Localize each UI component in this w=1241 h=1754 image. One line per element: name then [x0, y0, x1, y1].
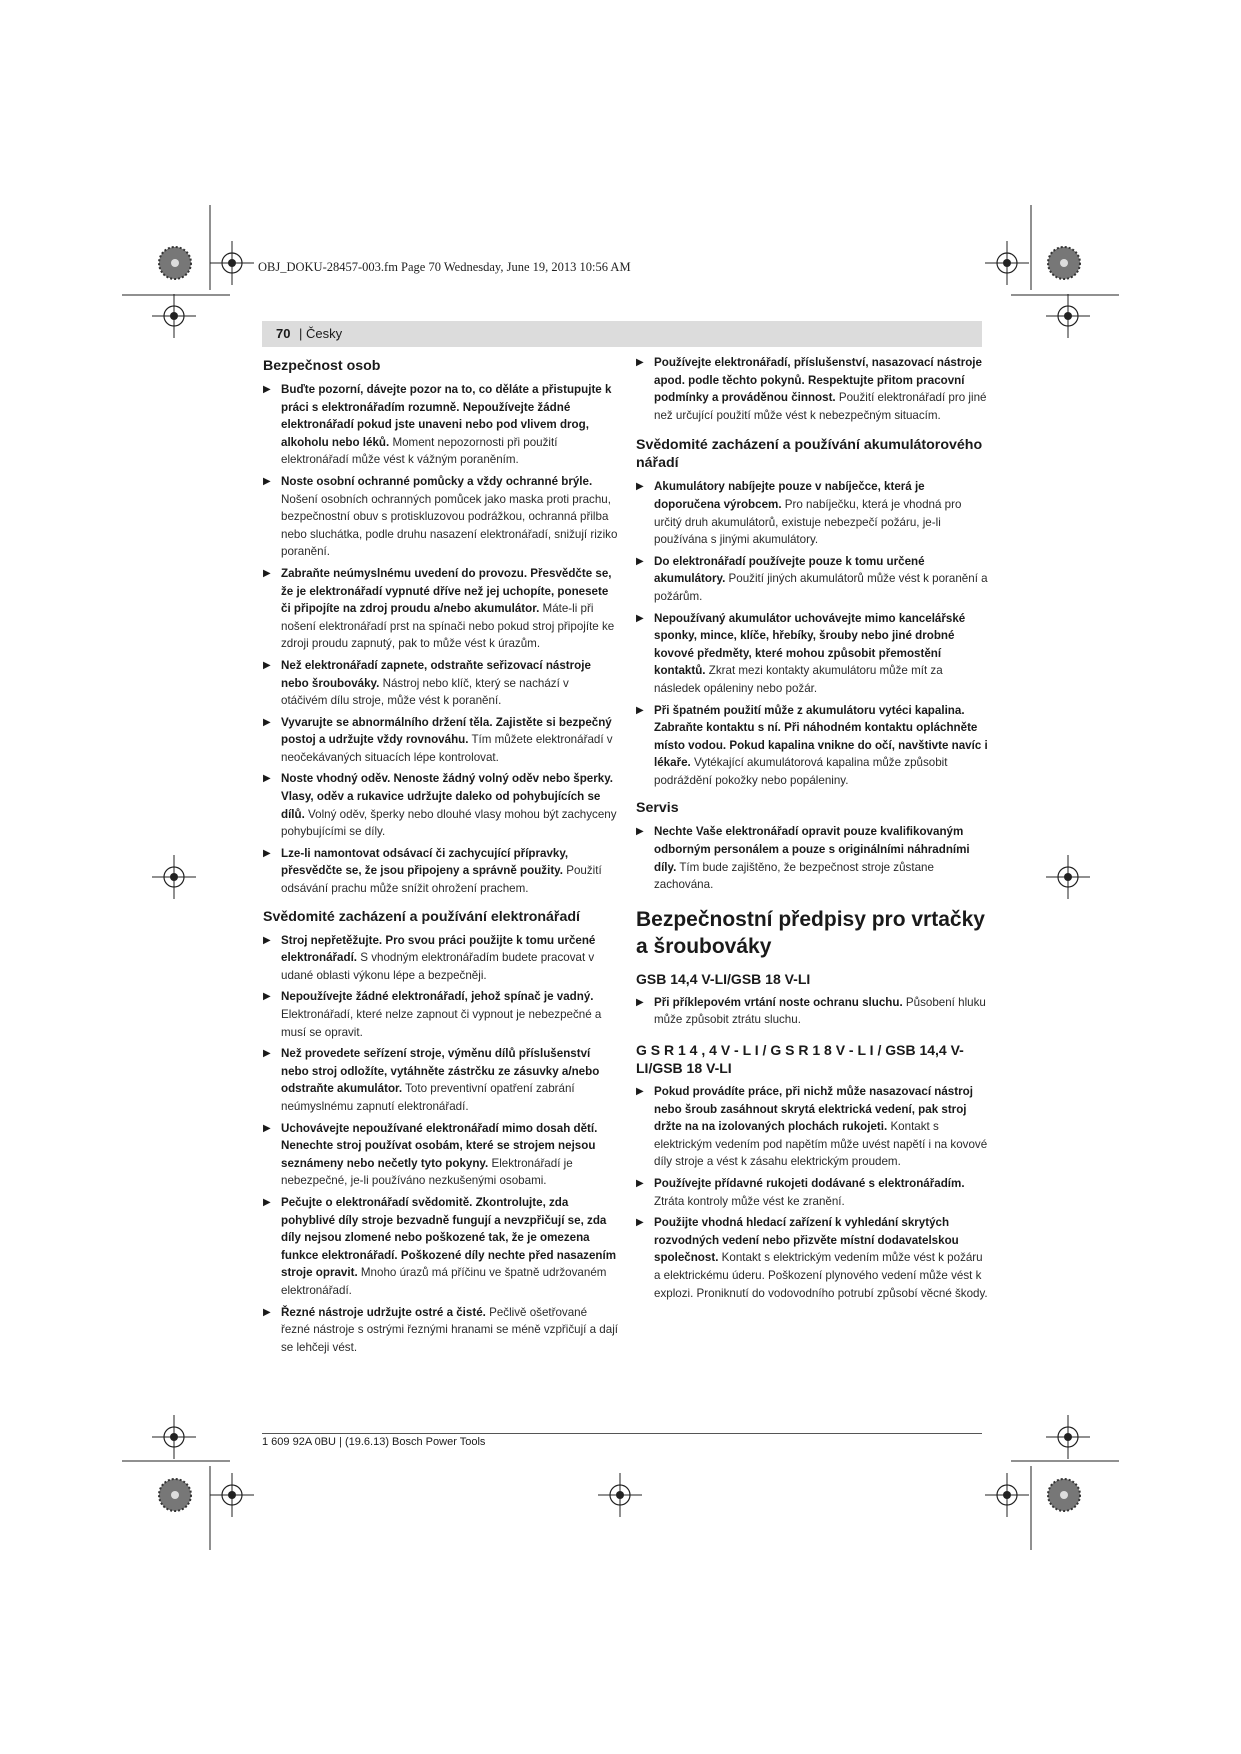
bullet-arrow-icon: ▶ [636, 612, 644, 624]
list [263, 381, 618, 898]
bullet-arrow-icon: ▶ [263, 934, 271, 946]
bullet-arrow-icon: ▶ [636, 357, 644, 368]
list [636, 1083, 991, 1302]
bullet-arrow-icon: ▶ [636, 1086, 644, 1098]
footer-rule [262, 1433, 982, 1434]
bullet-plain-text: Nošení osobních ochranných pomůcek jako maska proti prachu, bezpečnostní obuv s protiskluzovou podrážkou, ochranná přilba nebo sluchátka, podle druhu nasazení elektronářadí, snižují riziko poranění. [281, 492, 618, 559]
list [636, 994, 991, 1029]
left-column [263, 354, 618, 1360]
bullet-arrow-icon: ▶ [636, 481, 644, 493]
bullet-item [263, 770, 618, 840]
bullet-arrow-icon: ▶ [636, 704, 644, 716]
list [636, 823, 991, 893]
bullet-arrow-icon: ▶ [263, 847, 271, 859]
bullet-bold-text: Buďte pozorní, dávejte pozor na to, co děláte a přistupujte k práci s elektronářadím rozumně. Nepoužívejte žádné elektronářadí pokud jste unaveni nebo pod vlivem drog, alkoholu nebo léků. [281, 383, 612, 449]
bullet-bold-text: Používejte přídavné rukojeti dodávané s elektronářadím. [654, 1177, 965, 1190]
bullet-item [263, 381, 618, 469]
bullet-plain-text: Tím můžete elektronářadí v neočekávaných situacích lépe kontrolovat. [281, 733, 613, 764]
list [636, 478, 991, 789]
bullet-item [263, 1194, 618, 1300]
list [636, 354, 991, 424]
bullet-item [263, 1045, 618, 1115]
bullet-item [263, 1120, 618, 1190]
bullet-plain-text: Kontakt s elektrickým vedením pod napětím může uvést napětí i na kovové díly stroje a vést k zásahu elektrickým proudem. [654, 1120, 988, 1169]
bullet-arrow-icon: ▶ [263, 773, 271, 785]
bullet-arrow-icon: ▶ [263, 1122, 271, 1134]
bullet-arrow-icon: ▶ [263, 659, 271, 671]
bullet-plain-text: Máte-li při nošení elektronářadí prst na spínači nebo pokud stroj připojíte ke zdroji proudu zapnutý, pak to může vést k úrazům. [281, 602, 615, 651]
bullet-plain-text: Toto preventivní opatření zabrání neúmyslnému zapnutí elektronářadí. [281, 1082, 575, 1113]
bullet-arrow-icon: ▶ [636, 555, 644, 567]
bullet-bold-text: Noste vhodný oděv. Nenoste žádný volný oděv nebo šperky. Vlasy, oděv a rukavice udržujte daleko od pohybujících se dílů. [281, 772, 614, 821]
bullet-item [636, 1175, 991, 1210]
bullet-item [636, 994, 991, 1029]
bullet-bold-text: Vyvarujte se abnormálního držení těla. Zajistěte si bezpečný postoj a udržujte vždy rovnováhu. [281, 715, 612, 747]
model-subtitle: G S R 1 4 , 4 V - L I / G S R 1 8 V - L I / GSB 14,4 V-LI/GSB 18 V-LI [636, 1042, 964, 1077]
bullet-bold-text: Uchovávejte nepoužívané elektronářadí mimo dosah dětí. Nenechte stroj používat osobám, které se strojem nejsou seznámeny nebo nečetly tyto pokyny. [281, 1121, 598, 1170]
bullet-arrow-icon: ▶ [263, 384, 271, 395]
bullet-plain-text: Pro nabíječku, která je vhodná pro určitý druh akumulátorů, existuje nebezpečí požáru, je-li používána s jinými akumulátory. [654, 497, 962, 547]
bullet-item [636, 1083, 991, 1171]
bullet-plain-text: Použití elektronářadí pro jiné než určující použití může vést k nebezpečným situacím. [654, 391, 987, 422]
bullet-item [636, 553, 991, 606]
bullet-arrow-icon: ▶ [263, 716, 271, 728]
bullet-arrow-icon: ▶ [263, 475, 271, 487]
bullet-plain-text: Použití jiných akumulátorů může vést k poranění a požárům. [654, 572, 988, 603]
bullet-bold-text: Do elektronářadí používejte pouze k tomu určené akumulátory. [654, 554, 925, 586]
bullet-plain-text: Moment nepozornosti při použití elektronářadí může vést k vážným poraněním. [281, 435, 558, 467]
bullet-plain-text: Ztráta kontroly může vést ke zranění. [654, 1194, 845, 1208]
bullet-bold-text: Nepoužívejte žádné elektronářadí, jehož spínač je vadný. [281, 990, 594, 1004]
bullet-bold-text: Zabraňte neúmyslnému uvedení do provozu. Přesvědčte se, že je elektronářadí vypnuté dříve než jej uchopíte, ponesete či připojíte na zdroj proudu a/nebo akumulátor. [281, 566, 612, 616]
bullet-bold-text: Nechte Vaše elektronářadí opravit pouze kvalifikovaným odborným personálem a pouze s originálními náhradními díly. [654, 825, 970, 874]
bullet-arrow-icon: ▶ [263, 567, 271, 579]
bullet-arrow-icon: ▶ [636, 1217, 644, 1229]
bullet-bold-text: Než provedete seřízení stroje, výměnu dílů příslušenství nebo stroj odložíte, vytáhněte zástrčku ze zásuvky a/nebo odstraňte akumulátor. [281, 1047, 600, 1096]
bullet-bold-text: Používejte elektronářadí, příslušenství, nasazovací nástroje apod. podle těchto pokynů. Respektujte přitom pracovní podmínky a prováděnou činnost. [654, 356, 982, 405]
bullet-bold-text: Řezné nástroje udržujte ostré a čisté. [281, 1305, 486, 1319]
bullet-bold-text: Akumulátory nabíjejte pouze v nabíječce, která je doporučena výrobcem. [654, 480, 925, 511]
bullet-bold-text: Při příklepovém vrtání noste ochranu sluchu. [654, 995, 903, 1009]
bullet-item [636, 702, 991, 790]
bullet-item [263, 565, 618, 653]
bullet-plain-text: Mnoho úrazů má příčinu ve špatně udržovaném elektronářadí. [281, 1266, 607, 1297]
bullet-bold-text: Noste osobní ochranné pomůcky a vždy ochranné brýle. [281, 474, 593, 488]
main-section-title: Bezpečnostní předpisy pro vrtačky a šroubováky [636, 907, 985, 958]
bullet-item [263, 1304, 618, 1357]
bullet-arrow-icon: ▶ [263, 1306, 271, 1318]
file-slug: OBJ_DOKU-28457-003.fm Page 70 Wednesday, June 19, 2013 10:56 AM [258, 260, 631, 274]
bullet-arrow-icon: ▶ [636, 826, 644, 838]
bullet-plain-text: Pečlivě ošetřované řezné nástroje s ostrými řeznými hranami se méně vzpřičují a dají se lehčeji vést. [281, 1305, 618, 1354]
bullet-bold-text: Pokud provádíte práce, při nichž může nasazovací nástroj nebo šroub zasáhnout skrytá elektrická vedení, pak stroj držte na na izolovaných plochách rukojeti. [654, 1085, 973, 1134]
bullet-plain-text: Elektronářadí je nebezpečné, je-li používáno nezkušenými osobami. [281, 1156, 573, 1188]
bullet-arrow-icon: ▶ [636, 1178, 644, 1189]
bullet-item [636, 823, 991, 893]
bullet-item [636, 1214, 991, 1302]
bullet-arrow-icon: ▶ [636, 996, 644, 1008]
section-title: Svědomité zacházení a používání elektronářadí [263, 908, 580, 925]
bullet-bold-text: Lze-li namontovat odsávací či zachycující přípravky, přesvědčte se, že jsou připojeny a správně použity. [281, 846, 569, 878]
bullet-bold-text: Než elektronářadí zapnete, odstraňte seřizovací nástroje nebo šroubováky. [281, 658, 591, 690]
bullet-bold-text: Při špatném použití může z akumulátoru vytéci kapalina. Zabraňte kontaktu s ní. Při náhodném kontaktu opláchněte místo vodou. Pokud kapalina vnikne do očí, navštivte navíc i lékaře. [654, 703, 988, 770]
bullet-item [636, 354, 991, 424]
section-title: Bezpečnost osob [263, 358, 381, 374]
bullet-item [263, 845, 618, 898]
bullet-arrow-icon: ▶ [263, 991, 271, 1003]
section-title: Servis [636, 800, 679, 817]
footer-text: 1 609 92A 0BU | (19.6.13) Bosch Power Tools [262, 1436, 486, 1448]
list [263, 932, 618, 1357]
bullet-plain-text: Elektronářadí, které nelze zapnout či vypnout je nebezpečné a musí se opravit. [281, 1008, 602, 1039]
bullet-item [636, 610, 991, 698]
bullet-item [263, 657, 618, 710]
bullet-item [263, 473, 618, 561]
bullet-arrow-icon: ▶ [263, 1048, 271, 1060]
bullet-plain-text: Volný oděv, šperky nebo dlouhé vlasy mohou být zachyceny pohybujícími se díly. [281, 807, 617, 839]
right-column [636, 354, 991, 1306]
bullet-plain-text: Kontakt s elektrickým vedením může vést k požáru a elektrickému úderu. Poškození plynového vedení může vést k explozi. Proniknutí do vodovodního potrubí způsobí věcné škody. [654, 1251, 988, 1300]
bullet-plain-text: Zkrat mezi kontakty akumulátoru může mít za následek opáleniny nebo požár. [654, 664, 943, 695]
bullet-plain-text: S vhodným elektronářadím budete pracovat v udané oblasti výkonu lépe a bezpečněji. [281, 951, 595, 982]
bullet-item [263, 714, 618, 767]
bullet-plain-text: Vytékající akumulátorová kapalina může způsobit podráždění pokožky nebo popáleniny. [654, 756, 948, 787]
bullet-bold-text: Použijte vhodná hledací zařízení k vyhledání skrytých rozvodných vedení nebo přizvěte místní dodavatelskou společnost. [654, 1216, 959, 1265]
bullet-plain-text: Použití odsávání prachu může snížit ohrožení prachem. [281, 864, 602, 896]
bullet-plain-text: Tím bude zajištěno, že bezpečnost stroje zůstane zachována. [654, 860, 934, 892]
language-label: | Česky [299, 326, 343, 341]
bullet-bold-text: Pečujte o elektronářadí svědomitě. Zkontrolujte, zda pohyblivé díly stroje bezvadně fungují a nevzpřičují se, zda díly nejsou zlomené nebo poškozené tak, že je omezena funkce elektronářadí. Poškozené díly nechte před nasazením stroje opravit. [281, 1195, 617, 1280]
bullet-arrow-icon: ▶ [263, 1196, 271, 1208]
bullet-item [263, 932, 618, 985]
bullet-item [263, 988, 618, 1041]
bullet-bold-text: Nepoužívaný akumulátor uchovávejte mimo kancelářské sponky, mince, klíče, hřebíky, šrouby nebo jiné drobné kovové předměty, které mohou způsobit přemostění kontaktů. [654, 611, 966, 678]
bullet-item [636, 478, 991, 548]
bullet-bold-text: Stroj nepřetěžujte. Pro svou práci použijte k tomu určené elektronářadí. [281, 933, 596, 965]
section-title: Svědomité zacházení a používání akumulátorového nářadí [636, 437, 983, 472]
page-header-bar [262, 321, 982, 347]
bullet-plain-text: Nástroj nebo klíč, který se nachází v otáčivém dílu stroje, může vést k poranění. [281, 676, 569, 708]
model-subtitle: GSB 14,4 V-LI/GSB 18 V-LI [636, 970, 811, 987]
bullet-plain-text: Působení hluku může způsobit ztrátu sluchu. [654, 995, 986, 1027]
page-number: 70 [276, 326, 291, 341]
